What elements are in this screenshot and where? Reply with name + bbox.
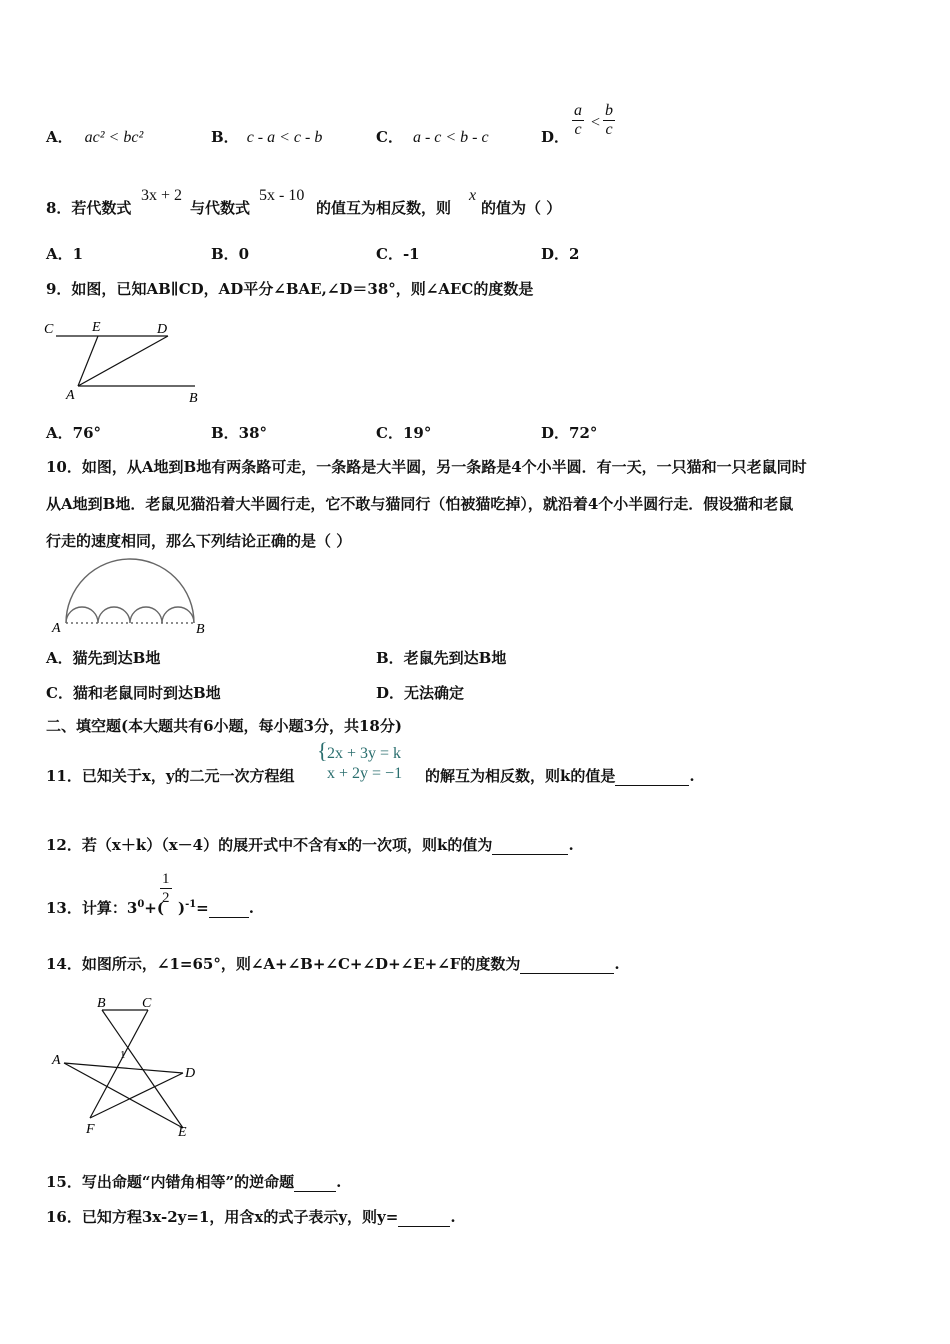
q11-stem-2-text: 的解互为相反数，则k的值是	[425, 767, 616, 785]
q8-stem-4: 的值为（ ）	[481, 199, 562, 217]
q9-option-a: A．76°	[46, 424, 102, 442]
q8-option-c: C．-1	[376, 245, 420, 263]
q15-end: .	[336, 1173, 342, 1191]
q11-equation-2: x + 2y = −1	[327, 765, 403, 782]
q14-label-angle-1: 1	[120, 1049, 126, 1061]
q12-stem	[46, 835, 574, 855]
q10-label-a: A	[52, 621, 61, 636]
q10-option-a: A．猫先到达B地	[46, 649, 161, 667]
q7-option-a	[46, 127, 143, 148]
q8-var: x	[469, 187, 477, 204]
q11-stem-1: 11．已知关于x，y的二元一次方程组	[46, 767, 295, 785]
q10-option-c: C．猫和老鼠同时到达B地	[46, 684, 221, 702]
q8-stem-1: 8．若代数式	[46, 199, 132, 217]
q7-option-c-math: a - c < b - c	[412, 129, 489, 146]
q12-stem-text: 12．若（x＋k）（x－4）的展开式中不含有x的一次项，则k的值为	[46, 836, 493, 854]
q7-option-b-math: c - a < c - b	[246, 129, 323, 146]
q12-end: .	[568, 836, 574, 854]
brace-icon: {	[317, 738, 328, 763]
q13-plus-paren: +(	[144, 899, 164, 917]
q11-equation-1: 2x + 3y = k	[327, 745, 402, 762]
q8-stem-2: 与代数式	[190, 199, 251, 217]
q14-answer-blank[interactable]	[520, 973, 614, 974]
q7-option-c-label: C．	[376, 128, 403, 146]
q14-label-c: C	[142, 996, 152, 1011]
q12-answer-blank[interactable]	[492, 854, 568, 855]
q10-option-b: B．老鼠先到达B地	[376, 649, 507, 667]
q14-label-b: B	[97, 996, 106, 1011]
q16-end: .	[450, 1208, 456, 1226]
q13-exponent-zero: 0	[137, 899, 145, 910]
q16-stem-text: 16．已知方程3x-2y=1，用含x的式子表示y，则y=	[46, 1208, 399, 1226]
q9-option-d: D．72°	[541, 424, 598, 442]
q11-stem-2	[425, 766, 695, 786]
q10-stem-line1: 10．如图，从A地到B地有两条路可走，一条路是大半圆，另一条路是4个小半圆．有一天，一只猫和一只老鼠同时	[46, 458, 807, 476]
section-heading: 二、填空题(本大题共有6小题，每小题3分，共18分)	[46, 717, 402, 735]
q14-label-e: E	[178, 1125, 187, 1140]
fraction-numerator: b	[605, 102, 613, 119]
q15-answer-blank[interactable]	[294, 1191, 336, 1192]
q8-expr-2: 5x - 10	[259, 187, 305, 204]
fraction-numerator: 1	[162, 871, 170, 887]
q13-stem	[46, 895, 254, 918]
q7-option-c	[376, 127, 489, 148]
q14-label-f: F	[86, 1122, 95, 1137]
q8-option-b: B．0	[211, 245, 250, 263]
q14-stem-text: 14．如图所示，∠1=65°，则∠A+∠B+∠C+∠D+∠E+∠F的度数为	[46, 955, 521, 973]
q15-stem-text: 15．写出命题“内错角相等”的逆命题	[46, 1173, 295, 1191]
q13-end: .	[248, 899, 254, 917]
q7-option-d-lt: <	[591, 114, 601, 131]
q13-exponent-neg-one: -1	[185, 899, 197, 910]
q14-end: .	[614, 955, 620, 973]
q8-option-a: A．1	[46, 245, 84, 263]
q16-answer-blank[interactable]	[398, 1226, 450, 1227]
q14-label-d: D	[185, 1066, 196, 1081]
q9-label-e: E	[92, 320, 101, 335]
q9-label-c: C	[44, 322, 54, 337]
q10-stem-line3: 行走的速度相同，那么下列结论正确的是（ ）	[46, 532, 352, 550]
q8-option-d: D．2	[541, 245, 580, 263]
q14-stem	[46, 954, 620, 974]
q11-end: .	[689, 767, 695, 785]
q16-stem	[46, 1207, 456, 1227]
q13-stem-text: 13．计算：3	[46, 899, 138, 917]
q10-option-d: D．无法确定	[376, 684, 465, 702]
q13-fraction	[160, 870, 172, 907]
q14-figure	[48, 990, 208, 1140]
fraction-numerator: a	[574, 102, 582, 119]
q9-label-b: B	[189, 391, 198, 406]
q10-stem-line2: 从A地到B地．老鼠见猫沿着大半圆行走，它不敢与猫同行（怕被猫吃掉），就沿着4个小半圆行走．假设猫和老鼠	[46, 495, 794, 513]
q9-option-b: B．38°	[211, 424, 268, 442]
q7-option-b	[211, 127, 322, 148]
q9-option-c: C．19°	[376, 424, 432, 442]
q10-label-b: B	[196, 622, 205, 637]
fraction-denominator: 2	[162, 890, 170, 906]
q13-equals: =	[196, 899, 209, 917]
q7-option-b-label: B．	[211, 128, 239, 146]
q7-option-a-math: ac² < bc²	[84, 129, 144, 146]
fraction-denominator: c	[574, 121, 582, 138]
q7-option-d-fraction-left	[572, 102, 584, 139]
fraction-denominator: c	[605, 121, 613, 138]
q7-option-a-label: A．	[46, 128, 73, 146]
q11-answer-blank[interactable]	[615, 785, 689, 786]
q9-label-a: A	[66, 388, 75, 403]
q14-label-a: A	[52, 1053, 61, 1068]
q9-figure	[40, 316, 210, 408]
q9-stem: 9．如图，已知AB∥CD，AD平分∠BAE,∠D＝38°，则∠AEC的度数是	[46, 280, 534, 298]
q7-option-d-fraction-right	[603, 102, 615, 139]
q15-stem	[46, 1172, 341, 1192]
q7-option-d-label: D．	[541, 128, 570, 146]
q8-stem-3: 的值互为相反数，则	[316, 199, 452, 217]
q13-close-paren: )	[177, 899, 186, 917]
q8-expr-1: 3x + 2	[141, 187, 183, 204]
q9-label-d: D	[157, 322, 168, 337]
q13-answer-blank[interactable]	[209, 917, 249, 918]
q10-figure	[48, 560, 218, 640]
